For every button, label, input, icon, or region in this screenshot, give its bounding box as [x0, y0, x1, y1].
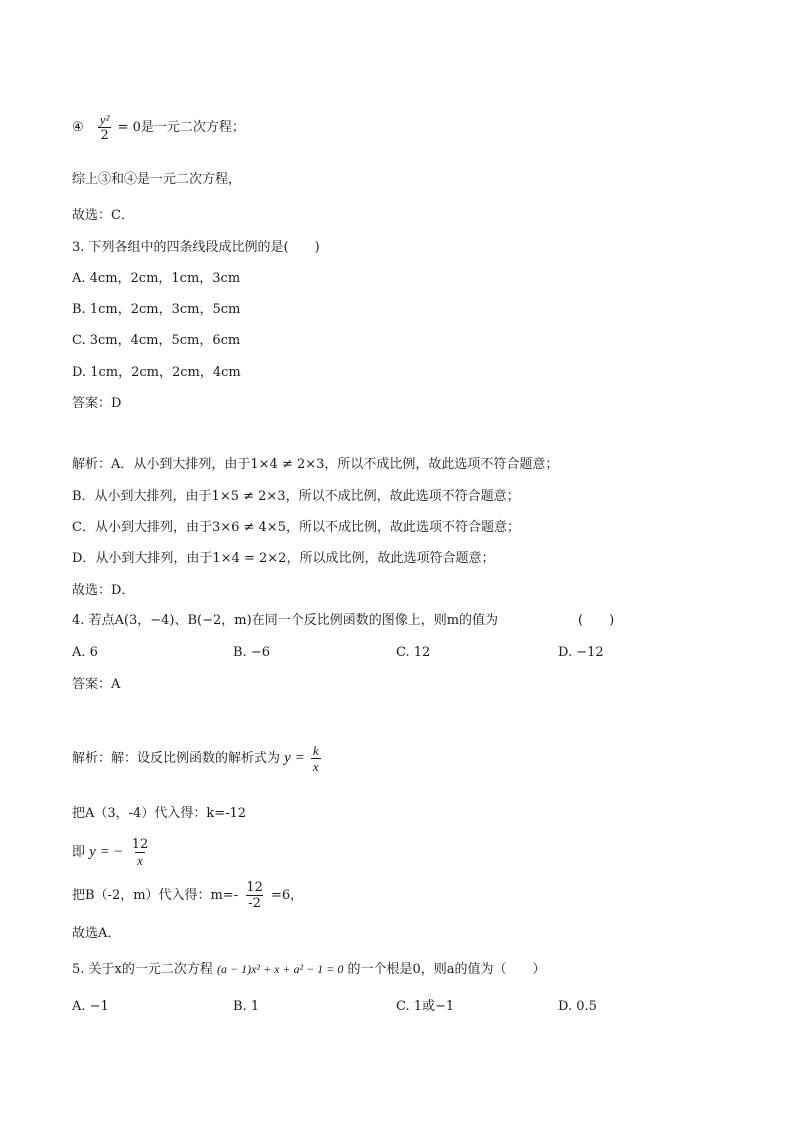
q3-analysis-b: B．从小到大排列，由于1×5 ≠ 2×3，所以不成比例，故此选项不符合题意；: [72, 489, 520, 504]
fraction-k-over-x: [311, 743, 321, 774]
fraction-12-over-neg2: [244, 880, 265, 911]
q5-equation: (a − 1)x² + x + a² − 1 = 0: [217, 962, 344, 976]
fraction-denominator: 2: [100, 128, 109, 143]
q3-option-c: C. 3cm，4cm，5cm，6cm: [72, 333, 241, 348]
q3-analysis-d: D．从小到大排列，由于1×4 = 2×2，所以成比例，故此选项符合题意；: [72, 551, 495, 566]
q3-analysis-a: 解析：A．从小到大排列，由于1×4 ≠ 2×3，所以不成比例，故此选项不符合题意；: [72, 457, 559, 472]
q5-stem: [72, 960, 546, 979]
fraction-denominator: -2: [248, 896, 261, 911]
fraction-numerator: k: [312, 743, 319, 758]
q4-answer: 答案：A: [72, 677, 121, 692]
fraction-y2-over-2: [98, 112, 112, 143]
q4-option-a: A. 6: [72, 645, 98, 660]
answer-c-line: 故选：C．: [72, 208, 134, 223]
q4-option-b: B. −6: [233, 645, 270, 660]
fraction-numerator: 12: [131, 837, 149, 852]
q4-option-c: C. 12: [396, 645, 431, 660]
q4-stem: 4. 若点A(3，−4)、B(−2，m)在同一个反比例函数的图像上，则m的值为: [72, 613, 499, 628]
q4-answer-paren: ( ): [578, 613, 615, 628]
q5-option-a: A. −1: [72, 999, 109, 1014]
q5-option-d: D. 0.5: [558, 999, 597, 1014]
sub-b-suffix: =6，: [271, 888, 304, 903]
sub-b-prefix: 把B（-2，m）代入得：m=-: [72, 888, 239, 903]
analysis-intro-text: 解析：解：设反比例函数的解析式为: [72, 751, 281, 766]
q3-conclusion: 故选：D．: [72, 583, 135, 598]
fraction-numerator: y²: [99, 112, 110, 127]
fraction-denominator: x: [312, 759, 319, 774]
q3-option-b: B. 1cm，2cm，3cm，5cm: [72, 302, 241, 317]
summary-line: 综上③和④是一元二次方程，: [72, 172, 242, 187]
q3-option-d: D. 1cm，2cm，2cm，4cm: [72, 365, 241, 380]
q4-conclusion: 故选A．: [72, 926, 121, 941]
q3-answer: 答案：D: [72, 396, 122, 411]
fraction-numerator: 12: [246, 880, 263, 895]
q4-sub-a: 把A（3，-4）代入得：k=-12: [72, 806, 247, 821]
step4-text: = 0是一元二次方程；: [117, 120, 245, 135]
q4-option-d: D. −12: [558, 645, 604, 660]
q4-analysis-intro: [72, 743, 323, 774]
q3-stem: 3. 下列各组中的四条线段成比例的是( ): [72, 240, 320, 255]
q3-analysis-c: C．从小到大排列，由于3×6 ≠ 4×5，所以不成比例，故此选项不符合题意；: [72, 520, 520, 535]
q5-option-b: B. 1: [233, 999, 260, 1014]
result-lhs: y = −: [89, 844, 124, 860]
q3-option-a: A. 4cm，2cm，1cm，3cm: [72, 271, 241, 286]
q5-stem-prefix: 5. 关于x的一元二次方程: [72, 962, 213, 977]
q5-option-c: C. 1或−1: [396, 999, 455, 1014]
step4-line: [72, 112, 245, 143]
q4-result: [72, 837, 152, 868]
q4-sub-b: [72, 880, 303, 911]
equation-lhs: y =: [284, 750, 305, 766]
result-prefix: 即: [72, 845, 86, 860]
q5-stem-suffix: 的一个根是0，则a的值为（ ）: [347, 962, 546, 977]
fraction-12-over-x: [130, 837, 151, 868]
circled-marker: ④: [72, 120, 84, 135]
fraction-denominator: x: [137, 853, 143, 868]
